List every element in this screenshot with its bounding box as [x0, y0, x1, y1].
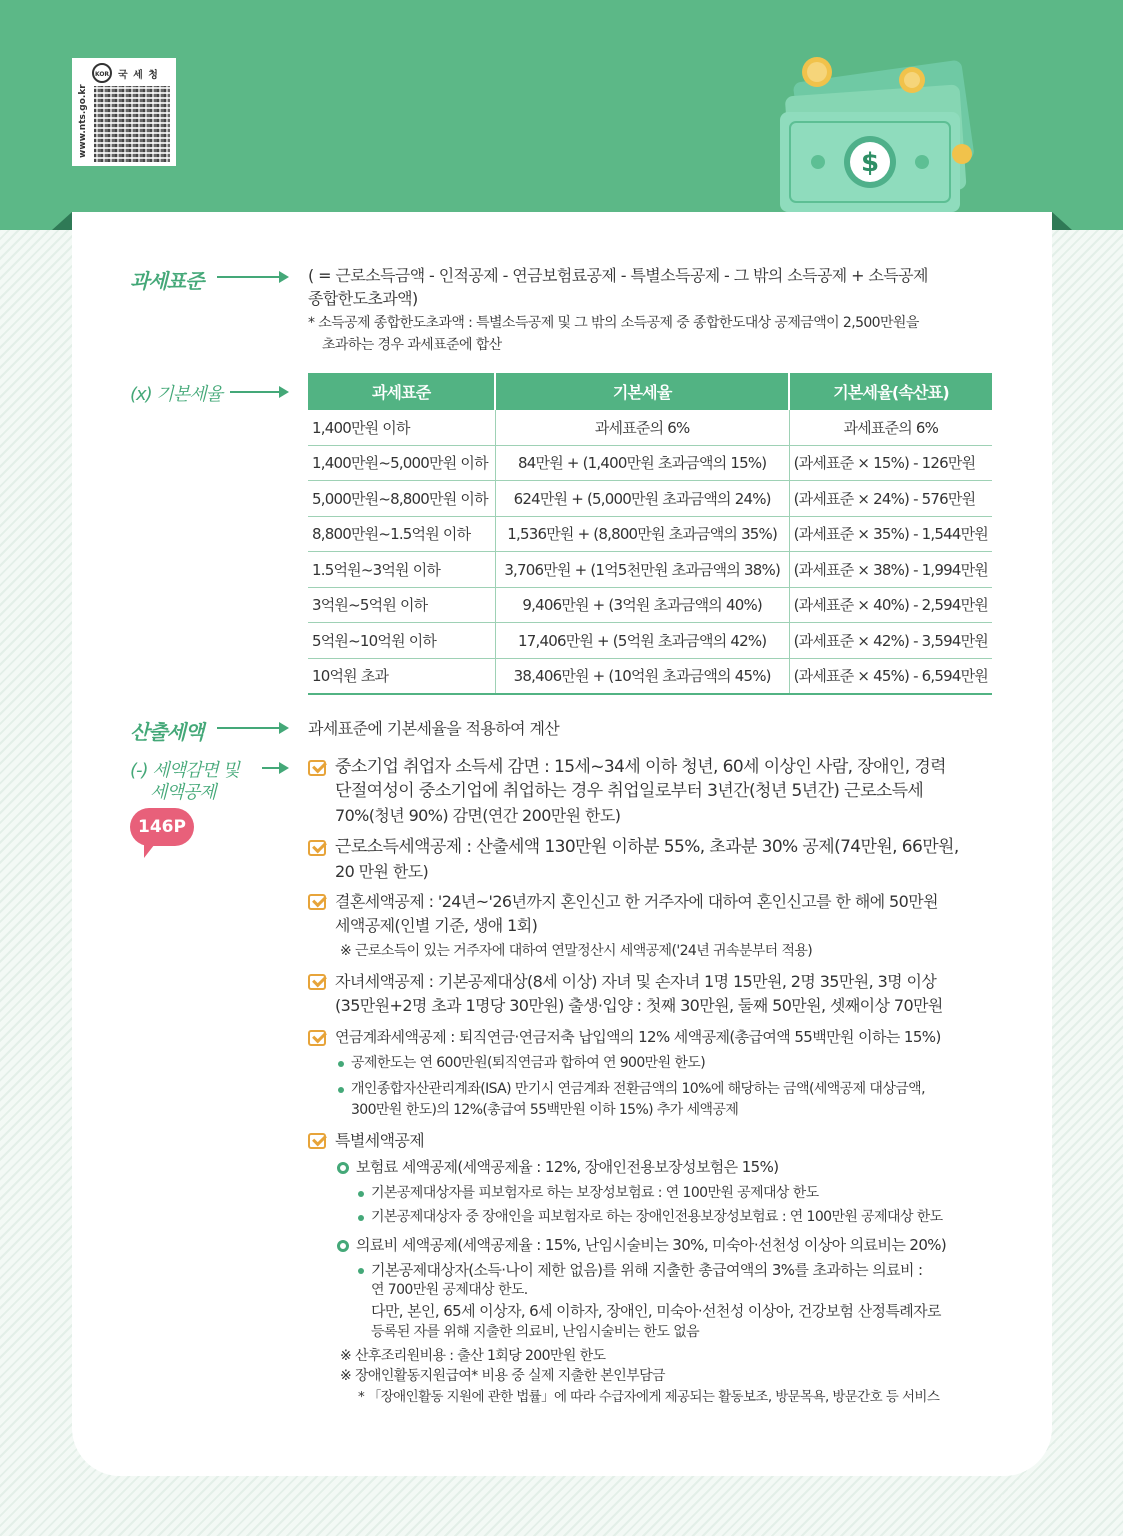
table-cell: 9,406만원 + (3억원 초과금액의 40%) — [495, 587, 789, 623]
medical-bullet-line4: 등록된 자를 위해 지출한 의료비, 난임시술비는 한도 없음 — [371, 1324, 700, 1340]
table-header: 기본세율 — [495, 373, 789, 410]
item-child-line2: (35만원+2명 초과 1명당 30만원) 출생·입양 : 첫째 30만원, 둘째 50만원, 셋째이상 70만원 — [335, 996, 943, 1015]
table-row — [308, 587, 992, 623]
money-illustration-icon — [760, 40, 990, 220]
medical-bullet-line3: 다만, 본인, 65세 이상자, 6세 이하자, 장애인, 미숙아·선천성 이상아, 건강보험 산정특례자로 — [371, 1302, 941, 1320]
ring-bullet-icon — [337, 1162, 349, 1174]
table-cell: (과세표준 × 45%) - 6,594만원 — [789, 658, 992, 694]
svg-text:$: $ — [860, 148, 880, 178]
item-pension-bullet1: 공제한도는 연 600만원(퇴직연금과 합하여 연 900만원 한도) — [351, 1055, 706, 1071]
table-row — [308, 481, 992, 517]
check-icon — [308, 974, 326, 990]
table-cell: (과세표준 × 40%) - 2,594만원 — [789, 587, 992, 623]
table-cell: 1,400만원 이하 — [308, 410, 495, 445]
label-reduction-line2: 세액공제 — [150, 782, 216, 803]
note-postnatal: ※ 산후조리원비용 : 출산 1회당 200만원 한도 — [340, 1348, 606, 1364]
arrow-icon — [217, 276, 287, 278]
ring-bullet-icon — [337, 1240, 349, 1252]
medical-heading: 의료비 세액공제(세액공제율 : 15%, 난임시술비는 30%, 미숙아·선천성 이상아 의료비는 20%) — [356, 1236, 947, 1254]
table-cell: 84만원 + (1,400만원 초과금액의 15%) — [495, 445, 789, 481]
panel-fold-left — [52, 212, 72, 230]
arrow-icon — [230, 391, 287, 393]
tax-rate-table — [308, 373, 992, 695]
label-tax-base: 과세표준 — [130, 269, 204, 293]
tax-base-formula-line2: 종합한도초과액) — [308, 289, 418, 308]
item-pension-bullet2-line2: 300만원 한도)의 12%(총급여 55백만원 이하 15%) 추가 세액공제 — [351, 1102, 739, 1118]
table-cell: 3억원~5억원 이하 — [308, 587, 495, 623]
tax-base-formula-line1: ( = 근로소득금액 - 인적공제 - 연금보험료공제 - 특별소득공제 - 그 밖의 소득공제 + 소득공제 — [308, 266, 928, 285]
check-icon — [308, 760, 326, 776]
tax-base-note-line2: 초과하는 경우 과세표준에 합산 — [322, 337, 502, 353]
table-cell: (과세표준 × 35%) - 1,544만원 — [789, 516, 992, 552]
table-cell: 5,000만원~8,800만원 이하 — [308, 481, 495, 517]
table-cell: 과세표준의 6% — [789, 410, 992, 445]
bullet-dot-icon — [358, 1268, 364, 1274]
table-cell: (과세표준 × 24%) - 576만원 — [789, 481, 992, 517]
bullet-dot-icon — [338, 1087, 344, 1093]
item-sme-line2: 단절여성이 중소기업에 취업하는 경우 취업일로부터 3년간(청년 5년간) 근로소득세 — [335, 781, 924, 801]
panel-fold-right — [1052, 212, 1072, 230]
item-pension-bullet2-line1: 개인종합자산관리계좌(ISA) 만기시 연금계좌 전환금액의 10%에 해당하는 금액(세액공제 대상금액, — [351, 1081, 925, 1097]
check-icon — [308, 894, 326, 910]
table-cell: 10억원 초과 — [308, 658, 495, 694]
table-cell: 1.5억원~3억원 이하 — [308, 552, 495, 588]
agency-name: 국 세 청 — [118, 70, 159, 81]
table-cell: (과세표준 × 15%) - 126만원 — [789, 445, 992, 481]
table-cell: 3,706만원 + (1억5천만원 초과금액의 38%) — [495, 552, 789, 588]
table-cell: 38,406만원 + (10억원 초과금액의 45%) — [495, 658, 789, 694]
table-cell: 8,800만원~1.5억원 이하 — [308, 516, 495, 552]
item-marriage-line2: 세액공제(인별 기준, 생애 1회) — [335, 916, 538, 935]
label-calculated-tax: 산출세액 — [130, 720, 204, 744]
table-row — [308, 516, 992, 552]
table-header-row — [308, 373, 992, 410]
qr-code-icon — [94, 86, 170, 162]
nts-logo-icon: KOR — [92, 63, 112, 83]
item-marriage-line1: 결혼세액공제 : '24년~'26년까지 혼인신고 한 거주자에 대하여 혼인신고를 한 해에 50만원 — [335, 892, 938, 911]
table-cell: 1,400만원~5,000만원 이하 — [308, 445, 495, 481]
qr-card — [72, 58, 176, 166]
check-icon — [308, 840, 326, 856]
table-cell: 5억원~10억원 이하 — [308, 623, 495, 659]
bullet-dot-icon — [358, 1215, 364, 1221]
table-row — [308, 623, 992, 659]
insurance-bullet2: 기본공제대상자 중 장애인을 피보험자로 하는 장애인전용보장성보험료 : 연 100만원 공제대상 한도 — [371, 1209, 943, 1225]
item-earned-line2: 20 만원 한도) — [335, 862, 429, 881]
table-cell: (과세표준 × 42%) - 3,594만원 — [789, 623, 992, 659]
table-row — [308, 552, 992, 588]
arrow-icon — [262, 767, 287, 769]
item-marriage-note: ※ 근로소득이 있는 거주자에 대하여 연말정산시 세액공제('24년 귀속분부터 적용) — [340, 943, 813, 959]
item-child-line1: 자녀세액공제 : 기본공제대상(8세 이상) 자녀 및 손자녀 1명 15만원, 2명 35만원, 3명 이상 — [335, 972, 937, 991]
item-earned-line1: 근로소득세액공제 : 산출세액 130만원 이하분 55%, 초과분 30% 공제(74만원, 66만원, — [335, 837, 959, 857]
item-pension-line1: 연금계좌세액공제 : 퇴직연금·연금저축 납입액의 12% 세액공제(총급여액 55백만원 이하는 15%) — [335, 1028, 941, 1046]
check-icon — [308, 1030, 326, 1046]
insurance-heading: 보험료 세액공제(세액공제율 : 12%, 장애인전용보장성보험은 15%) — [356, 1158, 779, 1176]
agency-url: www.nts.go.kr — [78, 84, 88, 158]
label-reduction-line1: (-) 세액감면 및 — [130, 760, 239, 781]
table-header: 과세표준 — [308, 373, 495, 410]
insurance-bullet1: 기본공제대상자를 피보험자로 하는 보장성보험료 : 연 100만원 공제대상 한도 — [371, 1185, 819, 1201]
item-special: 특별세액공제 — [335, 1131, 425, 1150]
calculated-tax-text: 과세표준에 기본세율을 적용하여 계산 — [308, 719, 560, 738]
table-row — [308, 658, 992, 694]
medical-bullet-line2: 연 700만원 공제대상 한도. — [371, 1282, 528, 1298]
table-cell: (과세표준 × 38%) - 1,994만원 — [789, 552, 992, 588]
note-footnote: * 「장애인활동 지원에 관한 법률」에 따라 수급자에게 제공되는 활동보조, 방문목욕, 방문간호 등 서비스 — [358, 1389, 940, 1405]
table-row — [308, 410, 992, 445]
table-cell: 과세표준의 6% — [495, 410, 789, 445]
page-reference-badge: 146P — [130, 808, 194, 846]
medical-bullet-line1: 기본공제대상자(소득·나이 제한 없음)를 위해 지출한 총급여액의 3%를 초과하는 의료비 : — [371, 1261, 923, 1279]
bullet-dot-icon — [358, 1191, 364, 1197]
check-icon — [308, 1133, 326, 1149]
tax-base-note-line1: * 소득공제 종합한도초과액 : 특별소득공제 및 그 밖의 소득공제 중 종합한도대상 공제금액이 2,500만원을 — [308, 315, 919, 331]
table-cell: 17,406만원 + (5억원 초과금액의 42%) — [495, 623, 789, 659]
table-header: 기본세율(속산표) — [789, 373, 992, 410]
table-row — [308, 445, 992, 481]
label-basic-rate: (x) 기본세율 — [130, 384, 222, 405]
arrow-icon — [217, 727, 287, 729]
item-sme-line3: 70%(청년 90%) 감면(연간 200만원 한도) — [335, 806, 621, 825]
item-sme-line1: 중소기업 취업자 소득세 감면 : 15세~34세 이하 청년, 60세 이상인 사람, 장애인, 경력 — [335, 757, 946, 777]
bullet-dot-icon — [338, 1061, 344, 1067]
note-disability: ※ 장애인활동지원급여* 비용 중 실제 지출한 본인부담금 — [340, 1368, 665, 1384]
table-cell: 624만원 + (5,000만원 초과금액의 24%) — [495, 481, 789, 517]
table-cell: 1,536만원 + (8,800만원 초과금액의 35%) — [495, 516, 789, 552]
